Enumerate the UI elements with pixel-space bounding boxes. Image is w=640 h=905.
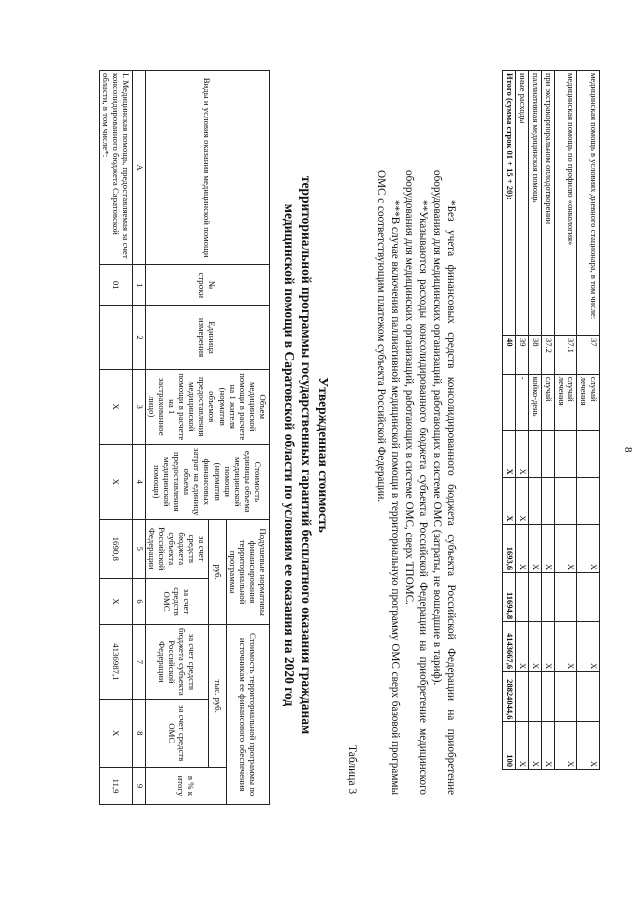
table-row <box>577 71 600 770</box>
table-cell-name: иные расходы <box>515 71 528 336</box>
table-cell-v7: Х <box>577 622 600 672</box>
table-cell-v6 <box>577 573 600 622</box>
table-cell-v9: 100 <box>502 722 515 770</box>
column-number-row <box>132 71 145 805</box>
row-unit-cost: Х <box>99 444 132 519</box>
table-title <box>281 120 332 790</box>
col-number: 2 <box>132 306 145 369</box>
table-cell-v3: Х <box>502 431 515 478</box>
row-number: 01 <box>99 265 132 306</box>
header-unit: Единица измерения <box>145 306 269 369</box>
footnote-3: ***В случае включения паллиативной медицинской помощи в территориальную программу ОМС сверх базовой программы ОМС с соответствующим платежом субъекта Российской Федерации. <box>375 170 401 795</box>
row-budget-percap: 1690,8 <box>99 519 132 578</box>
table-cell-v3 <box>528 431 541 478</box>
table-cell-no: 37 <box>577 335 600 374</box>
table-cell-v7: Х <box>528 622 541 672</box>
col-number: 5 <box>132 519 145 578</box>
table-continuation <box>502 70 600 770</box>
title-line-1: Утвержденная стоимость <box>316 377 331 533</box>
header-total-cost: Стоимость территориальной программы по источникам ее финансового обеспечения <box>226 625 269 805</box>
col-number: 7 <box>132 625 145 699</box>
table-cell-v6 <box>554 573 577 622</box>
table-row <box>515 71 528 770</box>
table-cell-no: 39 <box>515 335 528 374</box>
header-volume: Объем медицинской помощи в расчете на 1 жителя (норматив объемов предоставления медицинской помощи в расчете на 1 застрахованное лицо) <box>145 369 269 444</box>
table-cell-v4 <box>577 477 600 524</box>
table-cell-v9: Х <box>515 722 528 770</box>
table-continuation-body <box>502 71 599 770</box>
header-kind: Виды и условия оказания медицинской помощи <box>145 71 269 265</box>
col-number: 3 <box>132 369 145 444</box>
row-volume: Х <box>99 369 132 444</box>
header-unit-cost: Стоимость единицы объема медицинской помощи (норматив финансовых затрат на единицу объема предоставления медицинской помощи) <box>145 444 269 519</box>
table-cell-v3 <box>554 431 577 478</box>
table-cell-v5: 1693,6 <box>502 524 515 573</box>
table-cell-name: Итого (сумма строк 01 + 15 + 20): <box>502 71 515 336</box>
table-cell-v5: Х <box>528 524 541 573</box>
table-cell-no: 37.1 <box>554 335 577 374</box>
table-row <box>528 71 541 770</box>
table-cell-unit <box>502 374 515 430</box>
table-cell-v6 <box>515 573 528 622</box>
table-cell-name: медицинская помощь по профилю «онкология» <box>554 71 577 336</box>
table-cell-v7: Х <box>515 622 528 672</box>
header-row-number: № строки <box>145 265 269 306</box>
header-oms-percap: за счет средств ОМС <box>145 578 209 625</box>
table-row <box>554 71 577 770</box>
table-cell-v8: 28824044,6 <box>502 672 515 722</box>
table-cell-unit: - <box>515 374 528 430</box>
table-cell-name: медицинская помощь в условиях дневного стационара, в том числе: <box>577 71 600 336</box>
table-cell-unit: случай лечения <box>554 374 577 430</box>
col-number: А <box>132 71 145 265</box>
header-oms-total: за счет средств ОМС <box>145 699 209 767</box>
table-cell-v4 <box>528 477 541 524</box>
table-cell-no: 38 <box>528 335 541 374</box>
table-cell-v5: Х <box>541 524 554 573</box>
table-cell-v4: Х <box>502 477 515 524</box>
table-cell-v3 <box>541 431 554 478</box>
header-per-capita: Подушевые нормативы финансирования территориальной программы <box>226 519 269 625</box>
header-budget-percap: за счет средств бюджета субъекта Российской Федерации <box>145 519 209 578</box>
table-cell-v8 <box>528 672 541 722</box>
table-cell-v9: Х <box>541 722 554 770</box>
table-cell-v4: Х <box>515 477 528 524</box>
table-cell-unit: койко-день <box>528 374 541 430</box>
table-cell-v4 <box>541 477 554 524</box>
row-budget-total: 4136987,1 <box>99 625 132 699</box>
table-cell-v9: Х <box>554 722 577 770</box>
table-cell-v9: Х <box>577 722 600 770</box>
table-cell-v5: Х <box>554 524 577 573</box>
footnote-1: *Без учета финансовых средств консолидированного бюджета субъекта Российской Федерации на приобретение оборудования для медицинских организаций, работающих в системе ОМС (затраты, не вошедшие в тариф). <box>431 170 457 795</box>
table-row <box>99 71 132 805</box>
table-cell-name: при экстракорпоральном оплодотворении <box>541 71 554 336</box>
title-line-3: медицинской помощи в Саратовской области по условиям ее оказания на 2020 год <box>282 203 297 707</box>
col-number: 8 <box>132 699 145 767</box>
table-label: Таблица 3 <box>346 745 358 795</box>
table-row <box>502 71 515 770</box>
title-line-2: территориальной программы государственных гарантий бесплатного оказания гражданам <box>299 175 314 735</box>
table-cell-no: 37.2 <box>541 335 554 374</box>
table-cell-v6: 11694,8 <box>502 573 515 622</box>
table-cell-v7: Х <box>554 622 577 672</box>
table-cell-v6 <box>528 573 541 622</box>
table-cell-v5: Х <box>515 524 528 573</box>
table-cell-no: 40 <box>502 335 515 374</box>
header-total-cost-unit: тыс. руб. <box>209 625 226 768</box>
col-number: 9 <box>132 767 145 804</box>
main-table <box>99 70 270 805</box>
table-cell-v8 <box>541 672 554 722</box>
table-cell-v7: 4143667,6 <box>502 622 515 672</box>
footnotes <box>374 170 458 795</box>
table-cell-v4 <box>554 477 577 524</box>
row-percent: 11,9 <box>99 767 132 804</box>
header-percent: в % к итогу <box>145 767 226 804</box>
table-cell-v3: Х <box>515 431 528 478</box>
table-cell-v6 <box>541 573 554 622</box>
table-cell-unit: случай <box>541 374 554 430</box>
page-number: 8 <box>622 447 634 453</box>
table-cell-v8 <box>515 672 528 722</box>
table-row <box>541 71 554 770</box>
col-number: 4 <box>132 444 145 519</box>
table-cell-name: паллиативная медицинская помощь <box>528 71 541 336</box>
table-cell-v7: Х <box>541 622 554 672</box>
table-cell-v5: Х <box>577 524 600 573</box>
table-cell-v3 <box>577 431 600 478</box>
table-cell-unit: случай лечения <box>577 374 600 430</box>
header-row-1 <box>226 71 269 805</box>
table-cell-v9: Х <box>528 722 541 770</box>
col-number: 1 <box>132 265 145 306</box>
header-per-capita-unit: руб. <box>209 519 226 625</box>
row-unit <box>99 306 132 369</box>
header-budget-total: за счет средств бюджета субъекта Российской Федерации <box>145 625 209 699</box>
table-cell-v8 <box>554 672 577 722</box>
row-oms-total: Х <box>99 699 132 767</box>
row-oms-percap: Х <box>99 578 132 625</box>
col-number: 6 <box>132 578 145 625</box>
table-cell-v8 <box>577 672 600 722</box>
row-name: I. Медицинская помощь, предоставляемая за счет консолидированного бюджета Саратовской области, в том числе*: <box>99 71 132 265</box>
footnote-2: **Указываются расходы консолидированного бюджета субъекта Российской Федерации на приобретение медицинского оборудования для медицинских организаций, работающих в системе ОМС, сверх ТПОМС. <box>403 170 429 795</box>
